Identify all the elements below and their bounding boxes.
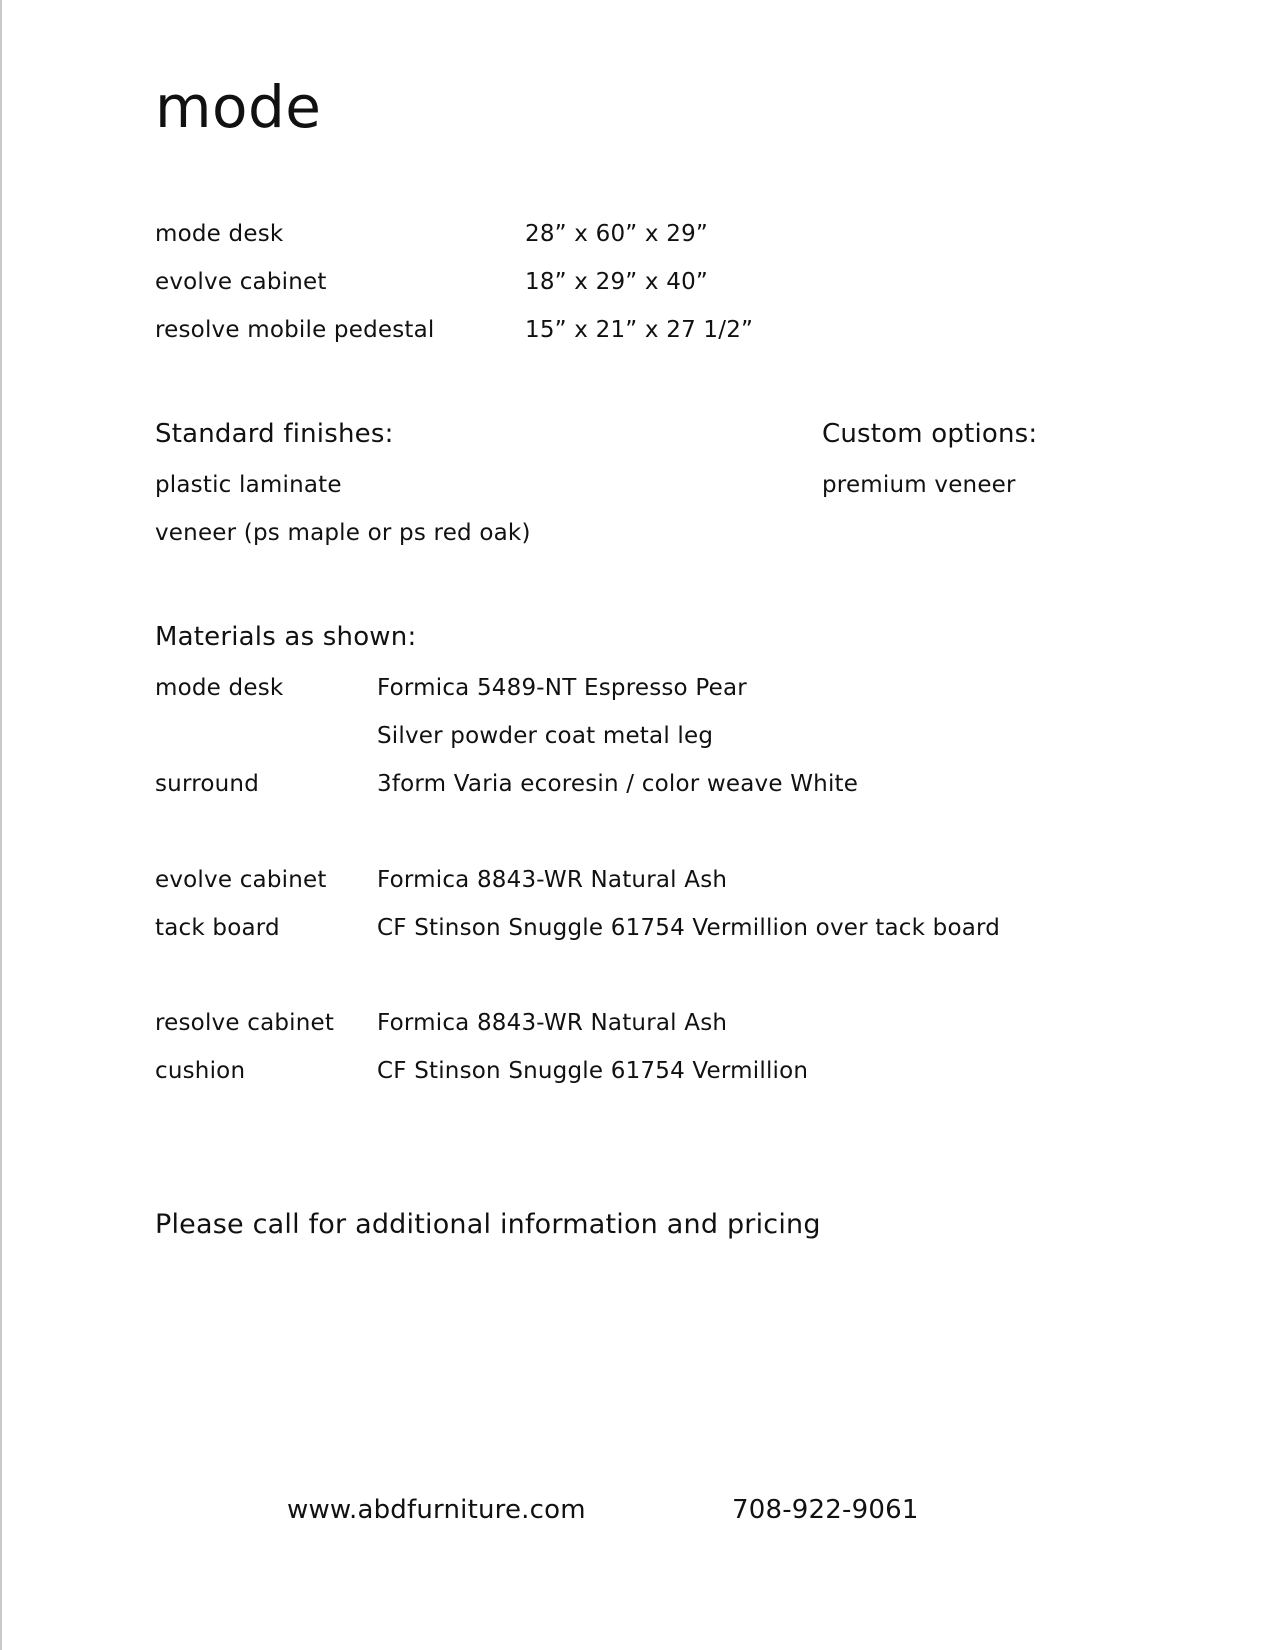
material-value: 3form Varia ecoresin / color weave White bbox=[377, 771, 859, 797]
material-value: Silver powder coat metal leg bbox=[377, 723, 714, 749]
material-label: surround bbox=[155, 771, 259, 797]
material-value: Formica 5489-NT Espresso Pear bbox=[377, 675, 747, 701]
page-title: mode bbox=[155, 73, 322, 141]
materials-heading: Materials as shown: bbox=[155, 622, 417, 652]
custom-options-heading: Custom options: bbox=[822, 419, 1038, 449]
material-label: evolve cabinet bbox=[155, 867, 327, 893]
page-edge-line bbox=[0, 0, 2, 1650]
material-value: Formica 8843-WR Natural Ash bbox=[377, 1010, 728, 1036]
material-label: cushion bbox=[155, 1058, 246, 1084]
material-value: CF Stinson Snuggle 61754 Vermillion bbox=[377, 1058, 809, 1084]
standard-finish-item: veneer (ps maple or ps red oak) bbox=[155, 520, 531, 546]
standard-finish-item: plastic laminate bbox=[155, 472, 342, 498]
custom-option-item: premium veneer bbox=[822, 472, 1016, 498]
footer-website: www.abdfurniture.com bbox=[287, 1495, 586, 1525]
dimension-item-size: 15” x 21” x 27 1/2” bbox=[525, 317, 754, 343]
standard-finishes-heading: Standard finishes: bbox=[155, 419, 394, 449]
footer-phone: 708-922-9061 bbox=[732, 1495, 919, 1525]
material-label: mode desk bbox=[155, 675, 284, 701]
dimension-item-label: resolve mobile pedestal bbox=[155, 317, 435, 343]
material-value: CF Stinson Snuggle 61754 Vermillion over tack board bbox=[377, 915, 1001, 941]
material-label: tack board bbox=[155, 915, 280, 941]
dimension-item-size: 18” x 29” x 40” bbox=[525, 269, 709, 295]
dimension-item-label: mode desk bbox=[155, 221, 284, 247]
material-value: Formica 8843-WR Natural Ash bbox=[377, 867, 728, 893]
dimension-item-label: evolve cabinet bbox=[155, 269, 327, 295]
dimension-item-size: 28” x 60” x 29” bbox=[525, 221, 709, 247]
material-label: resolve cabinet bbox=[155, 1010, 335, 1036]
closing-note: Please call for additional information and pricing bbox=[155, 1209, 821, 1240]
